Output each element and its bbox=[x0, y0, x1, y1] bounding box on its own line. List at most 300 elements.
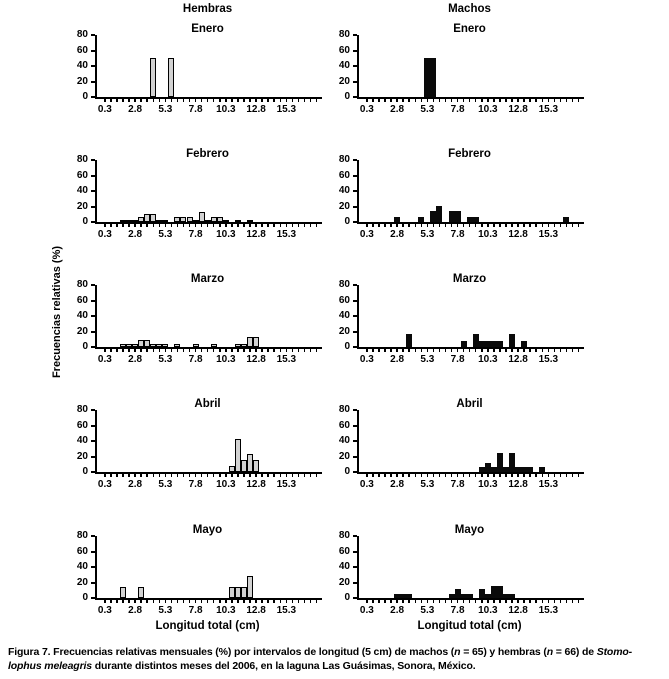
panel-title: Marzo bbox=[190, 273, 225, 285]
x-tick-mark bbox=[366, 349, 368, 352]
x-tick-label: 5.3 bbox=[420, 479, 435, 490]
x-tick-mark bbox=[201, 474, 203, 477]
x-tick-mark bbox=[535, 474, 537, 477]
y-tick-mark bbox=[91, 409, 95, 411]
x-tick-mark bbox=[267, 224, 269, 227]
bar bbox=[247, 220, 253, 222]
x-tick-mark bbox=[427, 474, 429, 477]
y-tick-label: 20 bbox=[338, 325, 350, 337]
bar bbox=[497, 341, 503, 347]
x-tick-mark bbox=[280, 600, 282, 603]
x-tick-mark bbox=[517, 99, 519, 102]
y-tick-mark bbox=[91, 206, 95, 208]
y-tick-label: 0 bbox=[82, 592, 88, 603]
y-tick-mark bbox=[91, 65, 95, 67]
x-tick-mark bbox=[433, 474, 435, 477]
x-tick-mark bbox=[529, 474, 531, 477]
x-tick-label: 12.8 bbox=[508, 605, 528, 616]
x-tick-mark bbox=[451, 99, 453, 102]
bar bbox=[563, 217, 569, 222]
x-tick-label: 5.3 bbox=[420, 104, 435, 115]
x-tick-mark bbox=[267, 99, 269, 102]
x-tick-mark bbox=[578, 99, 580, 102]
x-tick-mark bbox=[535, 224, 537, 227]
x-tick-label: 0.3 bbox=[97, 479, 112, 490]
y-tick-label: 60 bbox=[76, 419, 88, 431]
x-tick-mark bbox=[421, 99, 423, 102]
x-tick-label: 5.3 bbox=[420, 229, 435, 240]
x-tick-mark bbox=[292, 600, 294, 603]
x-tick-mark bbox=[578, 474, 580, 477]
x-tick-mark bbox=[439, 99, 441, 102]
x-tick-mark bbox=[189, 224, 191, 227]
x-tick-mark bbox=[267, 474, 269, 477]
x-tick-mark bbox=[445, 224, 447, 227]
x-tick-mark bbox=[511, 349, 513, 352]
x-tick-mark bbox=[249, 600, 251, 603]
x-tick-mark bbox=[372, 99, 374, 102]
y-tick-label: 0 bbox=[344, 216, 350, 227]
x-tick-mark bbox=[378, 99, 380, 102]
x-tick-mark bbox=[560, 474, 562, 477]
x-tick-mark bbox=[255, 474, 257, 477]
x-tick-label: 12.8 bbox=[246, 479, 266, 490]
x-tick-label: 15.3 bbox=[538, 605, 559, 616]
x-tick-mark bbox=[122, 474, 124, 477]
x-tick-label: 10.3 bbox=[216, 229, 236, 240]
y-tick-mark bbox=[91, 535, 95, 537]
y-tick-mark bbox=[353, 65, 357, 67]
x-tick-mark bbox=[183, 474, 185, 477]
y-tick-label: 40 bbox=[338, 561, 350, 572]
bar bbox=[509, 594, 515, 598]
x-tick-mark bbox=[122, 349, 124, 352]
x-tick-mark bbox=[310, 349, 312, 352]
y-tick-label: 40 bbox=[76, 435, 88, 446]
x-tick-mark bbox=[554, 349, 556, 352]
x-tick-mark bbox=[469, 600, 471, 603]
x-tick-mark bbox=[439, 349, 441, 352]
x-tick-mark bbox=[415, 600, 417, 603]
x-tick-mark bbox=[493, 99, 495, 102]
x-tick-mark bbox=[475, 99, 477, 102]
x-tick-mark bbox=[189, 474, 191, 477]
bar bbox=[138, 587, 144, 598]
caption-line bbox=[8, 659, 663, 673]
x-tick-mark bbox=[261, 224, 263, 227]
x-tick-mark bbox=[511, 474, 513, 477]
x-tick-mark bbox=[542, 224, 544, 227]
bar bbox=[193, 344, 199, 347]
x-tick-mark bbox=[165, 600, 167, 603]
x-tick-mark bbox=[219, 474, 221, 477]
x-tick-mark bbox=[225, 474, 227, 477]
x-tick-mark bbox=[316, 99, 318, 102]
y-tick-label: 0 bbox=[344, 466, 350, 477]
x-tick-mark bbox=[542, 99, 544, 102]
y-tick-label: 0 bbox=[82, 91, 88, 102]
y-tick-label: 20 bbox=[76, 576, 88, 588]
x-tick-mark bbox=[304, 224, 306, 227]
x-tick-mark bbox=[511, 600, 513, 603]
x-tick-mark bbox=[165, 474, 167, 477]
x-tick-mark bbox=[225, 600, 227, 603]
x-tick-label: 0.3 bbox=[359, 104, 374, 115]
x-tick-mark bbox=[378, 474, 380, 477]
bar bbox=[253, 460, 259, 472]
y-tick-label: 60 bbox=[338, 294, 350, 306]
y-tick-label: 80 bbox=[76, 29, 88, 40]
x-tick-mark bbox=[177, 99, 179, 102]
y-tick-label: 80 bbox=[338, 530, 350, 541]
x-tick-mark bbox=[475, 224, 477, 227]
x-tick-mark bbox=[183, 349, 185, 352]
x-tick-mark bbox=[225, 349, 227, 352]
y-tick-label: 40 bbox=[76, 561, 88, 572]
x-tick-mark bbox=[261, 349, 263, 352]
x-tick-label: 2.8 bbox=[128, 229, 143, 240]
x-tick-mark bbox=[566, 224, 568, 227]
y-tick-mark bbox=[353, 535, 357, 537]
x-tick-mark bbox=[146, 99, 148, 102]
y-tick-mark bbox=[91, 159, 95, 161]
x-tick-mark bbox=[451, 349, 453, 352]
x-tick-mark bbox=[316, 474, 318, 477]
x-tick-mark bbox=[280, 474, 282, 477]
x-tick-mark bbox=[451, 224, 453, 227]
x-tick-mark bbox=[298, 349, 300, 352]
x-tick-mark bbox=[159, 349, 161, 352]
x-tick-mark bbox=[378, 349, 380, 352]
x-tick-mark bbox=[207, 224, 209, 227]
x-tick-mark bbox=[207, 99, 209, 102]
x-tick-label: 2.8 bbox=[390, 104, 405, 115]
panel-title: Enero bbox=[453, 23, 486, 35]
x-tick-label: 12.8 bbox=[508, 104, 528, 115]
bar bbox=[150, 58, 156, 97]
bar bbox=[430, 58, 436, 97]
x-tick-mark bbox=[469, 224, 471, 227]
bar bbox=[461, 341, 467, 347]
x-tick-mark bbox=[560, 349, 562, 352]
x-tick-mark bbox=[554, 474, 556, 477]
x-tick-mark bbox=[165, 349, 167, 352]
x-tick-mark bbox=[548, 99, 550, 102]
bar bbox=[539, 467, 545, 472]
x-tick-mark bbox=[566, 600, 568, 603]
x-tick-mark bbox=[372, 349, 374, 352]
x-tick-label: 15.3 bbox=[538, 354, 559, 365]
x-tick-mark bbox=[195, 600, 197, 603]
x-tick-mark bbox=[523, 474, 525, 477]
x-tick-mark bbox=[402, 600, 404, 603]
x-tick-mark bbox=[542, 600, 544, 603]
x-tick-mark bbox=[396, 99, 398, 102]
x-tick-label: 2.8 bbox=[128, 479, 143, 490]
x-tick-mark bbox=[237, 474, 239, 477]
x-tick-mark bbox=[304, 99, 306, 102]
y-tick-label: 80 bbox=[76, 154, 88, 165]
x-tick-mark bbox=[408, 600, 410, 603]
x-tick-mark bbox=[292, 224, 294, 227]
x-tick-mark bbox=[298, 600, 300, 603]
x-tick-mark bbox=[384, 99, 386, 102]
x-tick-label: 2.8 bbox=[128, 104, 143, 115]
x-tick-mark bbox=[249, 349, 251, 352]
x-tick-mark bbox=[421, 224, 423, 227]
x-tick-mark bbox=[280, 349, 282, 352]
x-tick-label: 0.3 bbox=[359, 605, 374, 616]
y-tick-mark bbox=[353, 409, 357, 411]
bar bbox=[418, 217, 424, 222]
y-tick-label: 20 bbox=[76, 75, 88, 87]
x-tick-mark bbox=[110, 349, 112, 352]
x-tick-mark bbox=[487, 600, 489, 603]
x-tick-label: 12.8 bbox=[246, 104, 266, 115]
x-tick-mark bbox=[219, 224, 221, 227]
x-tick-mark bbox=[146, 224, 148, 227]
x-tick-mark bbox=[219, 349, 221, 352]
x-tick-mark bbox=[128, 349, 130, 352]
y-tick-label: 20 bbox=[338, 200, 350, 212]
x-tick-mark bbox=[415, 224, 417, 227]
x-tick-mark bbox=[439, 224, 441, 227]
caption-italic-text: lophus meleagris bbox=[8, 660, 92, 672]
x-tick-mark bbox=[104, 474, 106, 477]
x-tick-mark bbox=[421, 349, 423, 352]
chart-panel-enero-hembras bbox=[60, 23, 322, 125]
x-tick-mark bbox=[249, 224, 251, 227]
y-tick-label: 0 bbox=[82, 466, 88, 477]
x-tick-mark bbox=[396, 474, 398, 477]
y-tick-mark bbox=[91, 81, 95, 83]
x-tick-mark bbox=[249, 474, 251, 477]
x-tick-mark bbox=[140, 349, 142, 352]
x-tick-mark bbox=[165, 224, 167, 227]
x-tick-label: 2.8 bbox=[390, 605, 405, 616]
x-tick-mark bbox=[517, 474, 519, 477]
x-tick-mark bbox=[457, 349, 459, 352]
x-tick-mark bbox=[529, 349, 531, 352]
x-tick-mark bbox=[298, 99, 300, 102]
y-tick-mark bbox=[91, 175, 95, 177]
x-tick-mark bbox=[535, 600, 537, 603]
x-tick-mark bbox=[554, 600, 556, 603]
caption-text: = 65) y hembras ( bbox=[460, 646, 547, 658]
bar bbox=[521, 341, 527, 347]
x-tick-label: 5.3 bbox=[420, 354, 435, 365]
chart-panel-marzo-machos bbox=[322, 273, 584, 375]
chart-panel-abril-machos bbox=[322, 398, 584, 500]
x-tick-mark bbox=[475, 600, 477, 603]
x-tick-mark bbox=[487, 224, 489, 227]
x-tick-mark bbox=[578, 224, 580, 227]
y-tick-label: 40 bbox=[338, 435, 350, 446]
x-tick-mark bbox=[237, 600, 239, 603]
x-tick-mark bbox=[104, 224, 106, 227]
x-tick-label: 15.3 bbox=[538, 229, 559, 240]
x-tick-label: 2.8 bbox=[390, 479, 405, 490]
y-tick-mark bbox=[353, 221, 357, 223]
x-tick-mark bbox=[189, 600, 191, 603]
x-tick-mark bbox=[237, 349, 239, 352]
x-tick-mark bbox=[122, 224, 124, 227]
x-tick-label: 2.8 bbox=[128, 605, 143, 616]
x-tick-mark bbox=[445, 99, 447, 102]
y-tick-label: 0 bbox=[344, 341, 350, 352]
x-tick-mark bbox=[421, 600, 423, 603]
x-tick-mark bbox=[128, 99, 130, 102]
x-tick-mark bbox=[560, 600, 562, 603]
x-tick-mark bbox=[146, 600, 148, 603]
x-tick-mark bbox=[505, 349, 507, 352]
x-tick-mark bbox=[213, 474, 215, 477]
x-tick-mark bbox=[267, 349, 269, 352]
y-tick-mark bbox=[353, 175, 357, 177]
x-tick-mark bbox=[372, 224, 374, 227]
x-tick-label: 10.3 bbox=[478, 229, 498, 240]
y-tick-mark bbox=[91, 300, 95, 302]
x-tick-mark bbox=[554, 99, 556, 102]
bar bbox=[120, 587, 126, 598]
x-tick-mark bbox=[207, 474, 209, 477]
y-tick-mark bbox=[353, 206, 357, 208]
y-tick-label: 40 bbox=[76, 60, 88, 71]
x-tick-mark bbox=[177, 600, 179, 603]
y-tick-label: 80 bbox=[338, 404, 350, 415]
x-tick-mark bbox=[195, 349, 197, 352]
x-tick-mark bbox=[298, 474, 300, 477]
chart-panel-marzo-hembras bbox=[60, 273, 322, 375]
x-tick-label: 5.3 bbox=[158, 354, 173, 365]
x-tick-label: 0.3 bbox=[97, 104, 112, 115]
chart-panel-mayo-machos bbox=[322, 524, 584, 626]
bar bbox=[467, 594, 473, 598]
x-tick-mark bbox=[566, 474, 568, 477]
x-tick-mark bbox=[237, 99, 239, 102]
x-tick-mark bbox=[273, 224, 275, 227]
x-tick-mark bbox=[433, 349, 435, 352]
y-tick-mark bbox=[353, 471, 357, 473]
y-tick-mark bbox=[353, 315, 357, 317]
x-tick-mark bbox=[286, 224, 288, 227]
x-tick-mark bbox=[201, 224, 203, 227]
x-tick-mark bbox=[463, 474, 465, 477]
y-tick-mark bbox=[91, 597, 95, 599]
x-tick-label: 12.8 bbox=[246, 354, 266, 365]
x-tick-mark bbox=[213, 600, 215, 603]
x-tick-mark bbox=[195, 224, 197, 227]
x-tick-label: 15.3 bbox=[276, 479, 297, 490]
y-tick-mark bbox=[353, 284, 357, 286]
bar bbox=[223, 220, 229, 222]
x-tick-mark bbox=[219, 600, 221, 603]
x-tick-mark bbox=[280, 99, 282, 102]
x-tick-mark bbox=[499, 224, 501, 227]
x-tick-mark bbox=[286, 349, 288, 352]
x-tick-mark bbox=[304, 600, 306, 603]
x-tick-mark bbox=[384, 600, 386, 603]
x-tick-mark bbox=[493, 349, 495, 352]
x-tick-mark bbox=[560, 224, 562, 227]
x-tick-mark bbox=[548, 224, 550, 227]
x-tick-mark bbox=[517, 224, 519, 227]
y-tick-mark bbox=[353, 159, 357, 161]
x-tick-mark bbox=[231, 349, 233, 352]
x-tick-mark bbox=[499, 99, 501, 102]
x-tick-label: 7.8 bbox=[188, 229, 203, 240]
y-tick-mark bbox=[91, 190, 95, 192]
x-tick-mark bbox=[153, 99, 155, 102]
x-tick-label: 5.3 bbox=[420, 605, 435, 616]
x-tick-mark bbox=[469, 99, 471, 102]
x-tick-mark bbox=[505, 600, 507, 603]
x-tick-label: 5.3 bbox=[158, 605, 173, 616]
chart-panel-enero-machos bbox=[322, 23, 584, 125]
x-tick-mark bbox=[231, 474, 233, 477]
y-tick-mark bbox=[91, 331, 95, 333]
x-tick-mark bbox=[189, 99, 191, 102]
x-tick-mark bbox=[146, 349, 148, 352]
x-tick-mark bbox=[207, 349, 209, 352]
x-tick-mark bbox=[134, 600, 136, 603]
x-tick-mark bbox=[243, 600, 245, 603]
y-tick-label: 40 bbox=[76, 185, 88, 196]
x-tick-label: 7.8 bbox=[188, 104, 203, 115]
x-tick-mark bbox=[159, 474, 161, 477]
x-tick-mark bbox=[542, 349, 544, 352]
bar bbox=[455, 211, 461, 222]
x-tick-label: 12.8 bbox=[246, 605, 266, 616]
x-tick-mark bbox=[572, 224, 574, 227]
x-tick-label: 0.3 bbox=[359, 229, 374, 240]
x-tick-mark bbox=[535, 99, 537, 102]
x-tick-mark bbox=[153, 224, 155, 227]
x-tick-label: 15.3 bbox=[276, 605, 297, 616]
x-tick-mark bbox=[159, 600, 161, 603]
y-tick-label: 80 bbox=[338, 154, 350, 165]
x-tick-mark bbox=[463, 600, 465, 603]
y-tick-label: 20 bbox=[338, 450, 350, 462]
x-tick-label: 5.3 bbox=[158, 479, 173, 490]
x-tick-label: 10.3 bbox=[216, 605, 236, 616]
x-tick-mark bbox=[255, 349, 257, 352]
x-tick-mark bbox=[310, 99, 312, 102]
x-tick-label: 12.8 bbox=[508, 229, 528, 240]
x-tick-mark bbox=[225, 224, 227, 227]
x-tick-mark bbox=[286, 99, 288, 102]
x-axis-label-right: Longitud total (cm) bbox=[417, 620, 522, 632]
x-tick-mark bbox=[304, 349, 306, 352]
x-tick-mark bbox=[171, 600, 173, 603]
y-tick-mark bbox=[91, 425, 95, 427]
y-tick-mark bbox=[353, 96, 357, 98]
x-tick-mark bbox=[298, 224, 300, 227]
x-tick-mark bbox=[177, 224, 179, 227]
x-tick-mark bbox=[499, 600, 501, 603]
x-tick-mark bbox=[110, 474, 112, 477]
x-tick-label: 12.8 bbox=[508, 479, 528, 490]
y-tick-mark bbox=[91, 315, 95, 317]
x-tick-mark bbox=[493, 224, 495, 227]
panel-title: Mayo bbox=[454, 524, 485, 536]
x-tick-label: 0.3 bbox=[97, 605, 112, 616]
x-tick-mark bbox=[116, 99, 118, 102]
x-tick-mark bbox=[128, 224, 130, 227]
x-tick-mark bbox=[439, 600, 441, 603]
x-tick-mark bbox=[255, 224, 257, 227]
x-tick-label: 15.3 bbox=[538, 104, 559, 115]
